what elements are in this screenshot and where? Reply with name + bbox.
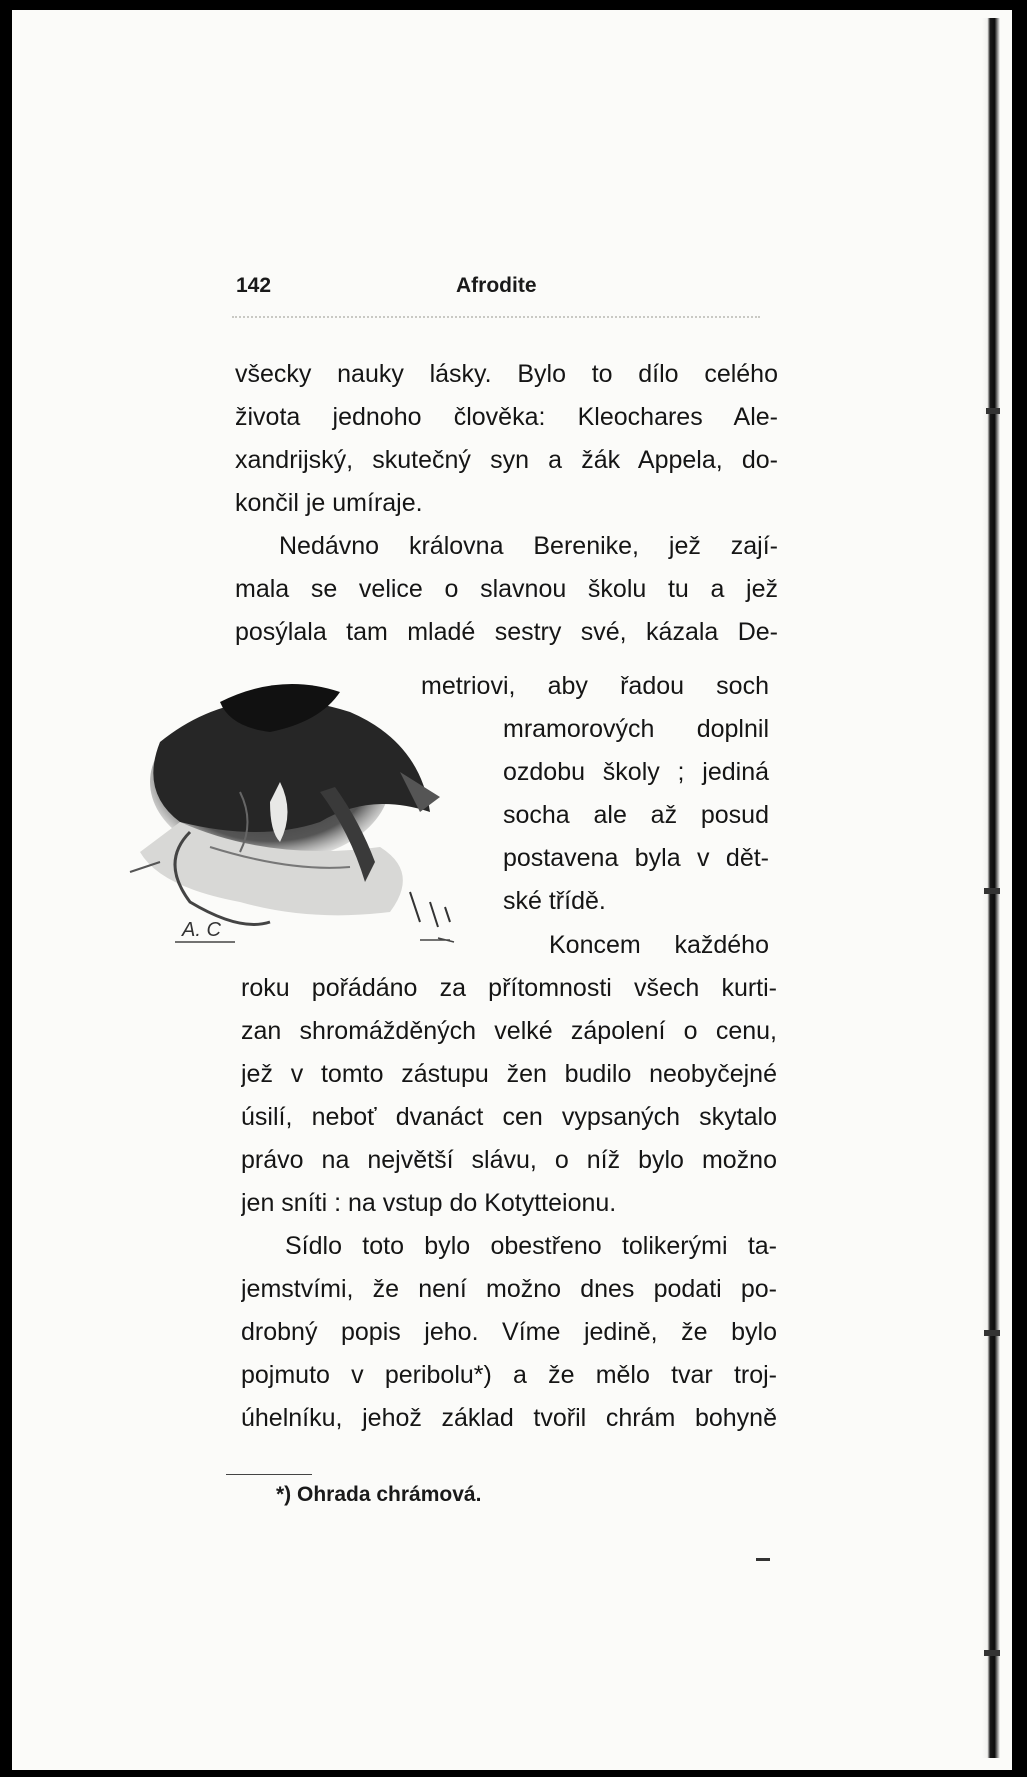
scan-mark [984, 1650, 1000, 1656]
wrap-line: mramorových doplnil [503, 715, 769, 743]
text-line: posýlala tam mladé sestry své, kázala De- [235, 618, 778, 646]
footnote: *) Ohrada chrámová. [276, 1483, 482, 1506]
text-line: roku pořádáno za přítomnosti všech kurti- [241, 974, 777, 1002]
illustration-reclining-figure [120, 672, 495, 958]
paragraph-top [235, 353, 778, 654]
text-line: xandrijský, skutečný syn a žák Appela, do- [235, 446, 778, 474]
text-line: mala se velice o slavnou školu tu a jež [235, 575, 778, 603]
scan-mark [756, 1558, 770, 1561]
text-line: života jednoho člověka: Kleochares Ale- [235, 403, 778, 431]
running-title: Afrodite [456, 274, 537, 297]
page-number: 142 [236, 274, 272, 297]
text-line: právo na největší slávu, o níž bylo možno [241, 1146, 777, 1174]
paragraph-four [241, 1225, 777, 1440]
text-line: jen sníti : na vstup do Kotytteionu. [241, 1189, 617, 1217]
scan-mark [984, 1330, 1000, 1336]
text-line: úhelníku, jehož základ tvořil chrám bohyně [241, 1404, 777, 1432]
wrap-line: Koncem každého [549, 931, 769, 959]
text-line: jež v tomto zástupu žen budilo neobyčejné [241, 1060, 777, 1088]
wrap-line: ozdobu školy ; jediná [503, 758, 769, 786]
scan-mark [986, 408, 1000, 414]
paragraph-three [241, 967, 777, 1225]
wrap-line: ské třídě. [503, 887, 606, 915]
header-rule [232, 316, 760, 318]
wrap-line: metriovi, aby řadou soch [421, 672, 769, 700]
page-header [224, 270, 764, 300]
wrap-line: socha ale až posud [503, 801, 769, 829]
text-line: Nedávno královna Berenike, jež zají- [279, 532, 778, 560]
text-line: všecky nauky lásky. Bylo to dílo celého [235, 360, 778, 388]
text-line: Sídlo toto bylo obestřeno tolikerými ta- [285, 1232, 777, 1260]
text-line: jemstvími, že není možno dnes podati po- [241, 1275, 777, 1303]
text-line: úsilí, neboť dvanáct cen vypsaných skytalo [241, 1103, 777, 1131]
text-line: pojmuto v peribolu*) a že mělo tvar troj- [241, 1361, 777, 1389]
text-line: drobný popis jeho. Víme jedině, že bylo [241, 1318, 777, 1346]
footnote-rule [226, 1474, 312, 1475]
wrap-line: postavena byla v dět- [503, 844, 769, 872]
illustration-signature: A. C [182, 919, 221, 941]
text-line: končil je umíraje. [235, 489, 423, 517]
text-line: zan shromážděných velké zápolení o cenu, [241, 1017, 777, 1045]
scan-mark [984, 888, 1000, 894]
